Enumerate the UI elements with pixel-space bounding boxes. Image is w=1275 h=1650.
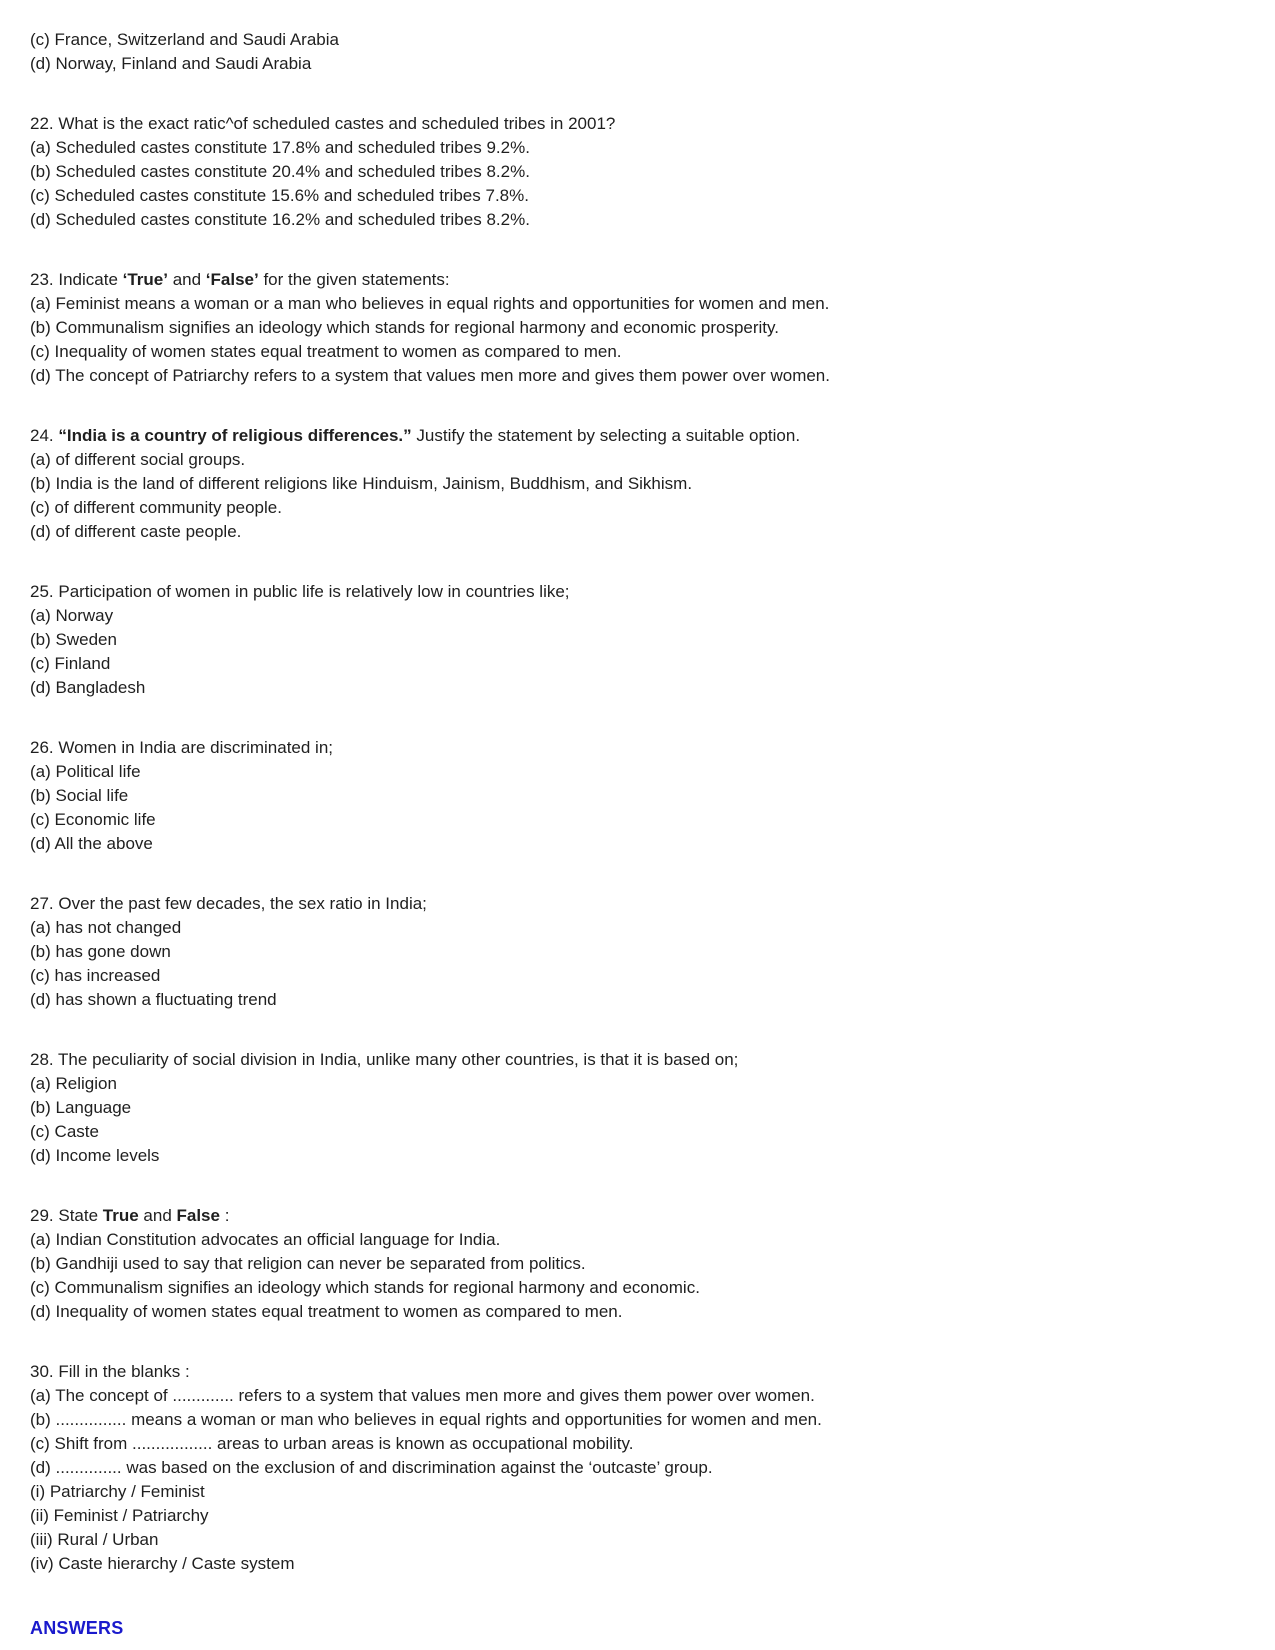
question-28-option-c: (c) Caste: [30, 1122, 99, 1141]
question-22-option-d: (d) Scheduled castes constitute 16.2% and scheduled tribes 8.2%.: [30, 210, 530, 229]
question-30-choice-i: (i) Patriarchy / Feminist: [30, 1482, 205, 1501]
prompt-segment: Justify the statement by selecting a suitable option.: [411, 426, 801, 445]
question-23-option-a: (a) Feminist means a woman or a man who believes in equal rights and opportunities for women and men.: [30, 294, 830, 313]
prompt-segment: and: [138, 1206, 177, 1225]
question-30-blank-d: (d) .............. was based on the exclusion of and discrimination against the ‘outcaste’ group.: [30, 1458, 713, 1477]
question-22-option-b: (b) Scheduled castes constitute 20.4% and scheduled tribes 8.2%.: [30, 162, 530, 181]
question-24-option-c: (c) of different community people.: [30, 498, 282, 517]
question-27-option-b: (b) has gone down: [30, 942, 171, 961]
carryover-options-block: [30, 28, 1245, 76]
question-30-blank-a: (a) The concept of ............. refers to a system that values men more and gives them power over women.: [30, 1386, 815, 1405]
question-26-option-b: (b) Social life: [30, 786, 129, 805]
question-22-option-a: (a) Scheduled castes constitute 17.8% and scheduled tribes 9.2%.: [30, 138, 530, 157]
question-23: [30, 268, 1245, 388]
question-29-option-d: (d) Inequality of women states equal treatment to women as compared to men.: [30, 1302, 623, 1321]
question-24-prompt: [30, 424, 1245, 448]
question-27: [30, 892, 1245, 1012]
question-22-option-c: (c) Scheduled castes constitute 15.6% and scheduled tribes 7.8%.: [30, 186, 529, 205]
question-29-option-b: (b) Gandhiji used to say that religion can never be separated from politics.: [30, 1254, 586, 1273]
question-24-option-b: (b) India is the land of different religions like Hinduism, Jainism, Buddhism, and Sikhism.: [30, 474, 693, 493]
question-22: [30, 112, 1245, 232]
question-30-prompt: 30. Fill in the blanks :: [30, 1362, 190, 1381]
question-24: [30, 424, 1245, 544]
question-25-option-d: (d) Bangladesh: [30, 678, 146, 697]
prompt-segment-bold: True: [102, 1206, 139, 1225]
question-26-option-c: (c) Economic life: [30, 810, 156, 829]
question-30-choice-iii: (iii) Rural / Urban: [30, 1530, 159, 1549]
question-22-prompt: 22. What is the exact ratic^of scheduled castes and scheduled tribes in 2001?: [30, 114, 616, 133]
question-28: [30, 1048, 1245, 1168]
question-30-blank-b: (b) ............... means a woman or man who believes in equal rights and opportunities for women and men.: [30, 1410, 822, 1429]
prompt-segment-bold: False: [176, 1206, 220, 1225]
question-25: [30, 580, 1245, 700]
question-23-option-c: (c) Inequality of women states equal treatment to women as compared to men.: [30, 342, 622, 361]
prompt-segment: and: [167, 270, 206, 289]
question-23-option-d: (d) The concept of Patriarchy refers to a system that values men more and gives them power over women.: [30, 366, 830, 385]
prompt-segment: for the given statements:: [258, 270, 450, 289]
question-27-prompt: 27. Over the past few decades, the sex ratio in India;: [30, 894, 427, 913]
question-30-choice-ii: (ii) Feminist / Patriarchy: [30, 1506, 209, 1525]
question-29: [30, 1204, 1245, 1324]
carryover-option-c: (c) France, Switzerland and Saudi Arabia: [30, 30, 339, 49]
question-30-choice-iv: (iv) Caste hierarchy / Caste system: [30, 1554, 295, 1573]
question-25-prompt: 25. Participation of women in public life is relatively low in countries like;: [30, 582, 570, 601]
question-23-option-b: (b) Communalism signifies an ideology which stands for regional harmony and economic prosperity.: [30, 318, 779, 337]
question-25-option-b: (b) Sweden: [30, 630, 117, 649]
question-24-option-a: (a) of different social groups.: [30, 450, 246, 469]
question-28-prompt: 28. The peculiarity of social division in India, unlike many other countries, is that it is based on;: [30, 1050, 739, 1069]
prompt-segment: 24.: [30, 426, 59, 445]
question-26-prompt: 26. Women in India are discriminated in;: [30, 738, 334, 757]
question-25-option-c: (c) Finland: [30, 654, 111, 673]
prompt-segment-bold: ‘False’: [205, 270, 259, 289]
question-26-option-d: (d) All the above: [30, 834, 153, 853]
question-26: [30, 736, 1245, 856]
prompt-segment-bold: ‘True’: [122, 270, 168, 289]
answers-heading: ANSWERS: [30, 1618, 124, 1638]
question-27-option-d: (d) has shown a fluctuating trend: [30, 990, 277, 1009]
prompt-segment-bold: “India is a country of religious differences.”: [58, 426, 412, 445]
question-24-option-d: (d) of different caste people.: [30, 522, 242, 541]
question-28-option-d: (d) Income levels: [30, 1146, 160, 1165]
question-27-option-c: (c) has increased: [30, 966, 161, 985]
prompt-segment: :: [219, 1206, 230, 1225]
question-28-option-b: (b) Language: [30, 1098, 132, 1117]
question-25-option-a: (a) Norway: [30, 606, 114, 625]
question-28-option-a: (a) Religion: [30, 1074, 117, 1093]
question-30: [30, 1360, 1245, 1576]
question-29-option-c: (c) Communalism signifies an ideology which stands for regional harmony and economic.: [30, 1278, 700, 1297]
question-27-option-a: (a) has not changed: [30, 918, 182, 937]
question-29-prompt: [30, 1204, 1245, 1228]
carryover-option-d: (d) Norway, Finland and Saudi Arabia: [30, 54, 312, 73]
prompt-segment: 29. State: [30, 1206, 103, 1225]
question-30-blank-c: (c) Shift from ................. areas to urban areas is known as occupational mobility.: [30, 1434, 634, 1453]
question-29-option-a: (a) Indian Constitution advocates an official language for India.: [30, 1230, 501, 1249]
question-23-prompt: [30, 268, 1245, 292]
prompt-segment: 23. Indicate: [30, 270, 123, 289]
question-26-option-a: (a) Political life: [30, 762, 141, 781]
